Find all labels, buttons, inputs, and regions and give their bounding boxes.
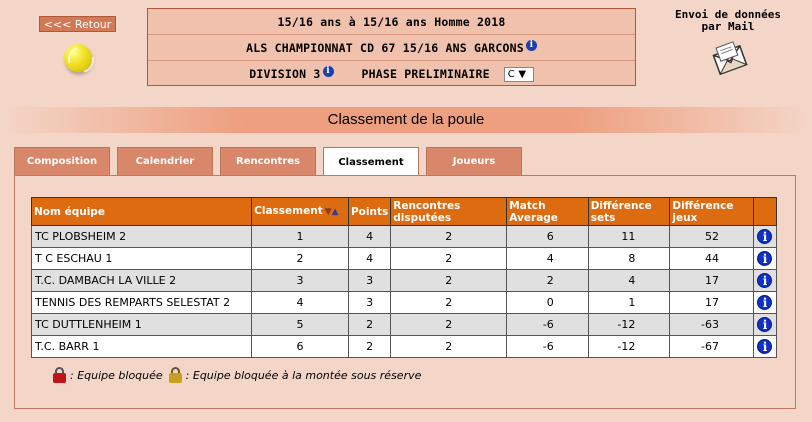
standings-body [32, 226, 777, 358]
cell-diff-sets: 8 [588, 248, 670, 270]
cell-diff-games: -67 [670, 336, 754, 358]
col-classement-label: Classement [254, 205, 323, 217]
sort-arrows-icon[interactable]: ▼▲ [324, 207, 339, 217]
cell-average: 6 [507, 226, 588, 248]
page-title: Classement de la poule [327, 111, 485, 128]
info-icon[interactable]: i [757, 229, 772, 244]
cell-diff-games: -63 [670, 314, 754, 336]
tab-calendrier[interactable]: Calendrier [117, 147, 213, 175]
back-button[interactable]: <<< Retour [39, 16, 116, 32]
championship-name [148, 35, 635, 61]
tab-rencontres[interactable]: Rencontres [220, 147, 316, 175]
cell-diff-games: 52 [670, 226, 754, 248]
table-row [32, 226, 777, 248]
legend-locked-reserve: : Equipe bloquée à la montée sous réserve [185, 368, 422, 382]
division-phase [148, 61, 635, 87]
table-row [32, 336, 777, 358]
info-icon[interactable]: i [757, 295, 772, 310]
col-diff-sets[interactable]: Différence sets [588, 198, 670, 226]
cell-rank: 2 [252, 248, 349, 270]
cell-average: 2 [507, 270, 588, 292]
col-classement[interactable] [252, 198, 349, 226]
page-title-band [0, 107, 812, 133]
col-diff-jeux[interactable]: Différence jeux [670, 198, 754, 226]
info-icon[interactable]: i [757, 251, 772, 266]
cell-info [753, 270, 776, 292]
cell-team[interactable]: T C ESCHAU 1 [32, 248, 252, 270]
cell-played: 2 [391, 336, 507, 358]
cell-info [753, 226, 776, 248]
table-row [32, 270, 777, 292]
division-text: DIVISION 3 [249, 67, 321, 81]
tab-composition[interactable]: Composition [14, 147, 110, 175]
cell-info [753, 336, 776, 358]
lock-red-icon [53, 367, 66, 383]
cell-points: 3 [348, 292, 390, 314]
cell-average: -6 [507, 336, 588, 358]
col-points[interactable]: Points [348, 198, 390, 226]
tennis-ball-icon [64, 44, 92, 72]
phase-select-value: C [507, 68, 515, 80]
cell-average: 4 [507, 248, 588, 270]
cell-info [753, 314, 776, 336]
info-icon[interactable]: i [757, 339, 772, 354]
cell-diff-sets: -12 [588, 314, 670, 336]
info-icon[interactable]: i [757, 317, 772, 332]
legend [53, 367, 421, 383]
cell-team[interactable]: T.C. DAMBACH LA VILLE 2 [32, 270, 252, 292]
col-rencontres[interactable]: Rencontres disputées [391, 198, 507, 226]
competition-info-box [147, 8, 636, 86]
chevron-down-icon: ▼ [518, 68, 527, 80]
cell-played: 2 [391, 270, 507, 292]
cell-diff-sets: 1 [588, 292, 670, 314]
cell-diff-sets: 4 [588, 270, 670, 292]
cell-team[interactable]: TC PLOBSHEIM 2 [32, 226, 252, 248]
cell-played: 2 [391, 292, 507, 314]
cell-average: -6 [507, 314, 588, 336]
mail-label-line1: Envoi de données [675, 8, 781, 21]
cell-points: 3 [348, 270, 390, 292]
division-info-icon[interactable]: i [323, 66, 334, 77]
table-row [32, 292, 777, 314]
tab-classement[interactable]: Classement [323, 147, 419, 176]
phase-label: PHASE PRELIMINAIRE [361, 67, 490, 81]
cell-rank: 1 [252, 226, 349, 248]
info-icon[interactable]: i [757, 273, 772, 288]
cell-rank: 4 [252, 292, 349, 314]
cell-info [753, 292, 776, 314]
tab-bar [14, 147, 529, 176]
phase-select[interactable] [504, 67, 534, 82]
standings-table [31, 197, 777, 358]
cell-team[interactable]: T.C. BARR 1 [32, 336, 252, 358]
lock-gold-icon [169, 367, 182, 383]
cell-points: 4 [348, 226, 390, 248]
cell-rank: 5 [252, 314, 349, 336]
championship-text: ALS CHAMPIONNAT CD 67 15/16 ANS GARCONS [246, 40, 524, 55]
cell-diff-sets: 11 [588, 226, 670, 248]
cell-played: 2 [391, 226, 507, 248]
cell-points: 2 [348, 314, 390, 336]
cell-rank: 6 [252, 336, 349, 358]
cell-diff-games: 44 [670, 248, 754, 270]
classement-panel [14, 175, 796, 409]
cell-team[interactable]: TENNIS DES REMPARTS SELESTAT 2 [32, 292, 252, 314]
col-match-average[interactable]: Match Average [507, 198, 588, 226]
age-category [148, 9, 635, 35]
cell-info [753, 248, 776, 270]
table-row [32, 248, 777, 270]
cell-diff-games: 17 [670, 270, 754, 292]
col-nom-equipe[interactable]: Nom équipe [32, 198, 252, 226]
mail-label-line2: par Mail [701, 20, 755, 33]
mail-export-label [668, 9, 788, 33]
cell-points: 2 [348, 336, 390, 358]
mail-icon[interactable] [710, 40, 750, 80]
cell-diff-games: 17 [670, 292, 754, 314]
cell-diff-sets: -12 [588, 336, 670, 358]
col-info [753, 198, 776, 226]
legend-locked: : Equipe bloquée [70, 368, 163, 382]
table-row [32, 314, 777, 336]
cell-played: 2 [391, 248, 507, 270]
championship-info-icon[interactable]: i [526, 40, 537, 51]
tab-joueurs[interactable]: Joueurs [426, 147, 522, 175]
cell-average: 0 [507, 292, 588, 314]
cell-rank: 3 [252, 270, 349, 292]
cell-team[interactable]: TC DUTTLENHEIM 1 [32, 314, 252, 336]
cell-points: 4 [348, 248, 390, 270]
cell-played: 2 [391, 314, 507, 336]
age-category-text: 15/16 ans à 15/16 ans Homme 2018 [277, 14, 506, 29]
